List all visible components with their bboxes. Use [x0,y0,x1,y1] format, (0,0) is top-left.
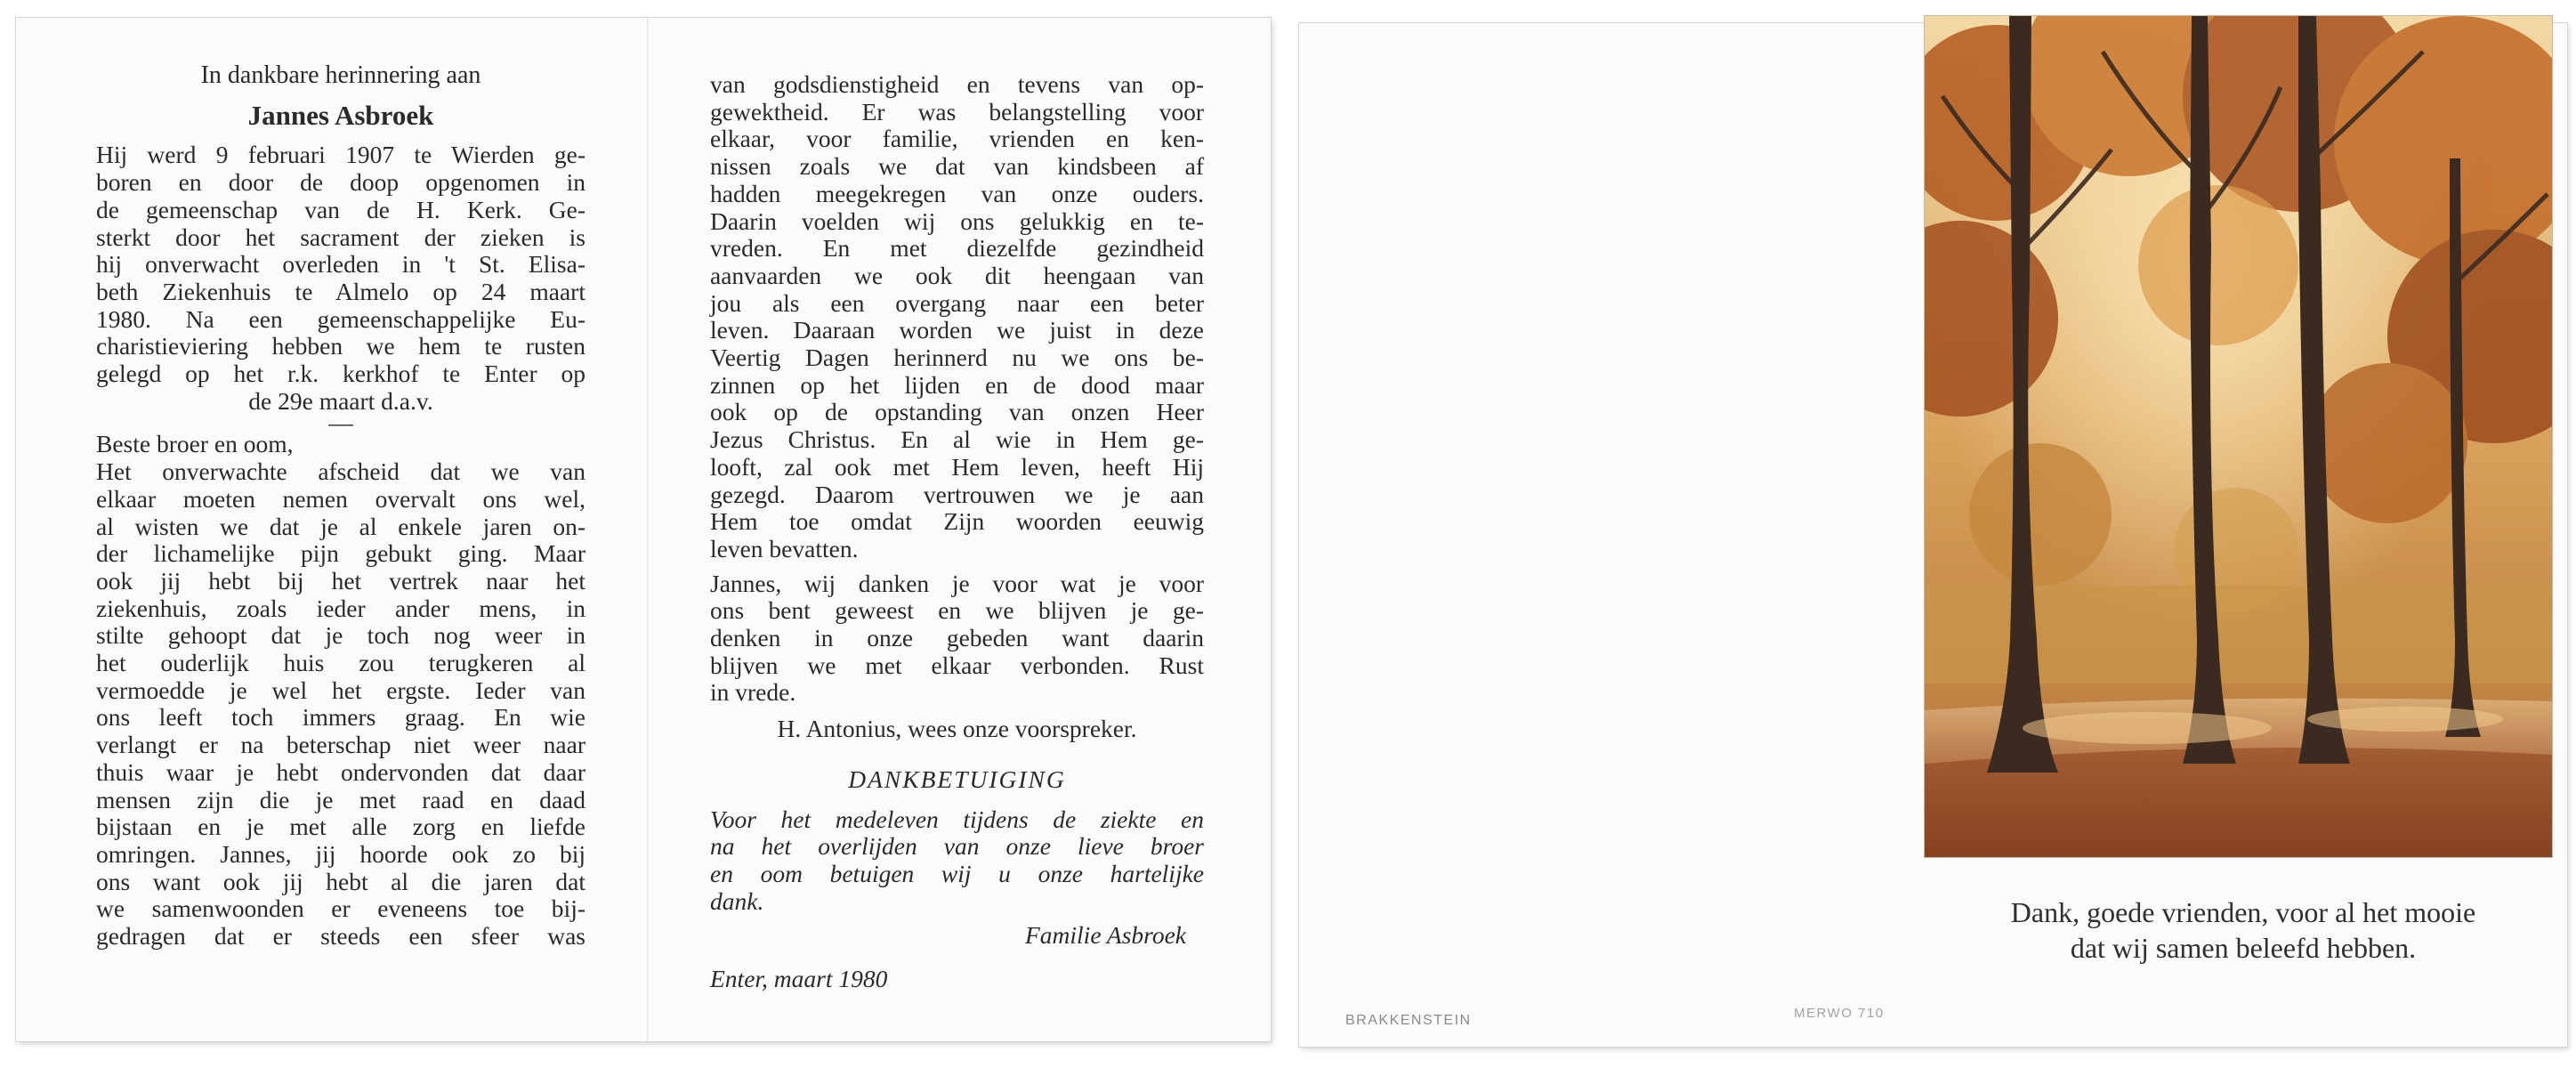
letter-line: gewektheid. Er was belangstelling voor [710,97,1204,125]
letter-line: we samenwoonden er eveneens toe bij- [96,894,585,923]
bio-line: charistieviering hebben we hem te rusten [96,332,585,360]
bio-line: gelegd op het r.k. kerkhof te Enter op [96,360,585,388]
letter-line: blijven we met elkaar verbonden. Rust [710,651,1204,679]
autumn-forest-photo [1925,16,2552,857]
thanks-line: Voor het medeleven tijdens de ziekte en [710,805,1204,833]
section-divider: — [328,409,353,437]
thank-you-caption [1936,894,2550,966]
letter-line: thuis waar je hebt ondervonden dat daar [96,757,585,786]
caption-line: dat wij samen beleefd hebben. [2070,932,2417,964]
family-signature: Familie Asbroek [1024,921,1186,950]
bio-line: hij onverwacht overleden in 't St. Elisa- [96,250,585,279]
letter-line: Daarin voelden wij ons gelukkig en te- [710,206,1204,235]
letter-line: denken in onze gebeden want daarin [710,624,1204,652]
biography [96,142,585,415]
bio-line: de 29e maart d.a.v. [248,386,433,415]
letter-line: zinnen op het lijden en de dood maar [710,370,1204,399]
letter-continuation [710,71,1204,563]
letter-line: vermoedde je wel het ergste. Ieder van [96,676,585,704]
prayer-line: H. Antonius, wees onze voorspreker. [777,715,1137,743]
bio-line: sterkt door het sacrament der zieken is [96,222,585,251]
letter-line: vreden. En met diezelfde gezindheid [710,234,1204,263]
farewell-paragraph [710,570,1204,708]
letter-line: het ouderlijk huis zou terugkeren al [96,649,585,677]
letter-line: elkaar moeten nemen overvalt ons wel, [96,484,585,513]
thanks-heading: DANKBETUIGING [848,765,1066,793]
letter-line: ziekenhuis, zoals ieder ander mens, in [96,594,585,622]
letter-line: Het onverwachte afscheid dat we van [96,457,585,486]
bio-line: 1980. Na een gemeenschappelijke Eu- [96,304,585,333]
letter-line: ons want ook jij hebt al die jaren dat [96,867,585,895]
letter-line: der lichamelijke pijn gebukt ging. Maar [96,539,585,568]
letter-line: Veertig Dagen herinnerd nu we ons be- [710,344,1204,372]
letter-greeting: Beste broer en oom, [96,430,294,458]
bio-line: Hij werd 9 februari 1907 te Wierden ge- [96,141,585,169]
bio-line: beth Ziekenhuis te Almelo op 24 maart [96,277,585,305]
letter-line: elkaar, voor familie, vrienden en ken- [710,125,1204,153]
print-code: MERWO 710 [1794,1006,1885,1021]
thanks-line: en oom betuigen wij u onze hartelijke [710,859,1204,887]
text-column-right [710,71,1204,993]
letter-line: aanvaarden we ook dit heengaan van [710,261,1204,289]
letter-line: gedragen dat er steeds een sfeer was [96,922,585,951]
letter-line: leven bevatten. [710,534,859,562]
letter-line: verlangt er na beterschap niet weer naar [96,731,585,759]
letter-line: stilte gehoopt dat je toch nog weer in [96,621,585,650]
letter-line: nissen zoals we dat van kindsbeen af [710,152,1204,181]
letter-line: ook op de opstanding van onzen Heer [710,398,1204,426]
bio-line: de gemeenschap van de H. Kerk. Ge- [96,195,585,223]
letter-line: al wisten we dat je al enkele jaren on- [96,512,585,540]
letter-line: in vrede. [710,678,796,707]
place-date: Enter, maart 1980 [710,965,888,993]
letter-line: ook jij hebt bij het vertrek naar het [96,566,585,595]
thanks-line: dank. [710,886,764,915]
letter-line: ons bent geweest en we blijven je ge- [710,596,1204,625]
letter-line: Jannes, wij danken je voor wat je voor [710,569,1204,597]
letter-line: bijstaan en je met alle zorg en liefde [96,813,585,841]
letter-line: leven. Daaraan worden we juist in deze [710,316,1204,344]
publisher-imprint: BRAKKENSTEIN [1345,1013,1472,1028]
letter-line: hadden meegekregen van onze ouders. [710,179,1204,207]
letter-line: Jezus Christus. En al wie in Hem ge- [710,425,1204,454]
letter-line: Hem toe omdat Zijn woorden eeuwig [710,507,1204,536]
letter-line: gezegd. Daarom vertrouwen we je aan [710,480,1204,508]
thanks-text [710,806,1204,916]
card-fold-line [647,18,649,1041]
letter-line: jou als een overgang naar een beter [710,288,1204,317]
letter-line: mensen zijn die je met raad en daad [96,785,585,813]
letter-line: looft, zal ook met Hem leven, heeft Hij [710,452,1204,481]
deceased-name: Jannes Asbroek [247,99,434,131]
thanks-line: na het overlijden van onze lieve broer [710,832,1204,861]
letter-line: van godsdienstigheid en tevens van op- [710,70,1204,98]
caption-line: Dank, goede vrienden, voor al het mooie [2010,896,2476,928]
text-column-left [96,62,585,951]
letter-body [96,458,585,951]
memorial-intro: In dankbare herinnering aan [200,61,481,89]
bio-line: boren en door de doop opgenomen in [96,168,585,197]
letter-line: ons leeft toch immers graag. En wie [96,703,585,732]
letter-line: omringen. Jannes, jij hoorde ook zo bij [96,839,585,868]
